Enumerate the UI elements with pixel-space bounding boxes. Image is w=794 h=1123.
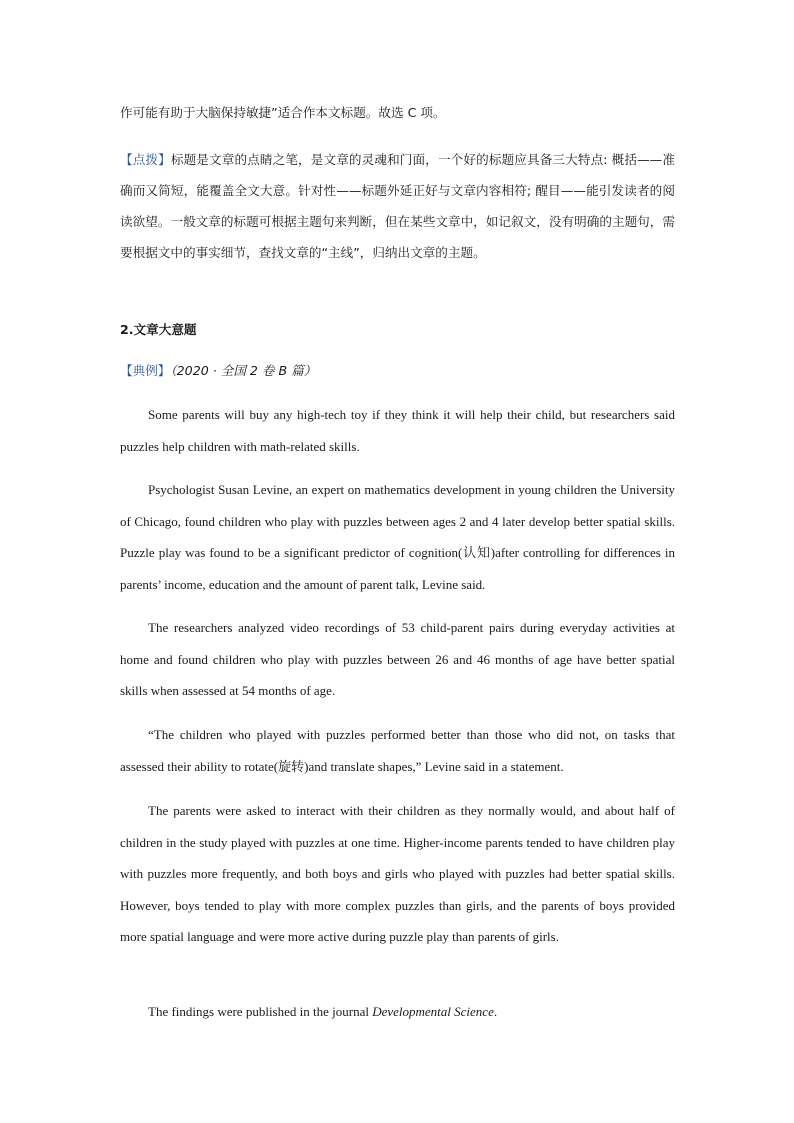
intro-line: 作可能有助于大脑保持敏捷”适合作本文标题。故选 C 项。: [120, 105, 446, 120]
journal-name: Developmental Science: [372, 1004, 494, 1019]
tip-paragraph: [120, 144, 675, 268]
tip-tag: 【点拨】: [120, 152, 171, 167]
passage-paragraph-1: Some parents will buy any high-tech toy if they think it will help their child, but researchers said puzzles help children with math-related skills.: [120, 407, 675, 454]
final-prefix: The findings were published in the journal: [148, 1004, 373, 1019]
passage-paragraph-5: The parents were asked to interact with their children as they normally would, and about half of children in the study played with puzzles at one time. Higher-income parents tended to have children play with puzzles more frequently, and both boys and girls who played with puzzles had better spatial skills. However, boys tended to play with more complex puzzles than girls, and the parents of boys provided more spatial language and were more active during puzzle play than parents of girls.: [120, 803, 675, 944]
passage-paragraph-final: [120, 996, 675, 1028]
tip-text: 标题是文章的点睛之笔，是文章的灵魂和门面，一个好的标题应具备三大特点: 概括——准确而又简短，能覆盖全文大意。针对性——标题外延正好与文章内容相符; 醒目——能引发读者的阅读欲望。一般文章的标题可根据主题句来判断，但在某些文章中，如记叙文，没有明确的主题句，需要根据文中的事实细节，查找文章的“主线”，归纳出文章的主题。: [120, 152, 675, 260]
example-tag: 【典例】: [120, 363, 171, 378]
final-suffix: .: [493, 1004, 498, 1019]
passage-paragraph-2: Psychologist Susan Levine, an expert on mathematics development in young children the University of Chicago, found children who play with puzzles between ages 2 and 4 later develop better spatial skills. Puzzle play was found to be a significant predictor of cognition(认知)after controlling for differences in parents’ income, education and the amount of parent talk, Levine said.: [120, 482, 675, 592]
section-heading: 2.文章大意题: [120, 322, 197, 337]
passage-paragraph-4: “The children who played with puzzles performed better than those who did not, on tasks that assessed their ability to rotate(旋转)and translate shapes,” Levine said in a statement.: [120, 727, 675, 774]
example-line: [120, 355, 675, 386]
passage-paragraph-3: The researchers analyzed video recordings of 53 child-parent pairs during everyday activities at home and found children who play with puzzles between 26 and 46 months of age have better spatial skills when assessed at 54 months of age.: [120, 620, 675, 698]
example-source: （2020 · 全国 2 卷 B 篇）: [170, 363, 317, 378]
